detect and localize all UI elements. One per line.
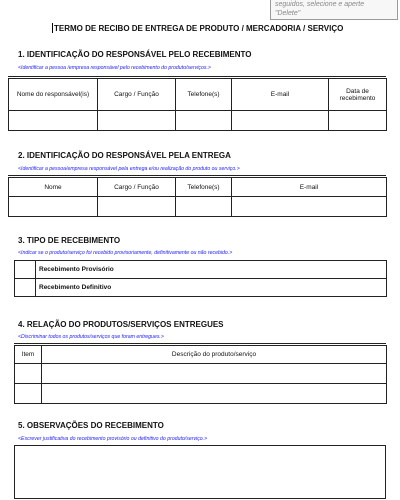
table-header-row (15, 346, 387, 364)
col-header-phone: Telefone(s) (176, 79, 232, 111)
cell-email[interactable] (232, 111, 329, 131)
comment-tooltip (270, 0, 398, 20)
cell-role[interactable] (98, 197, 176, 217)
receipt-type-table (14, 260, 387, 297)
cell-date[interactable] (329, 111, 387, 131)
definitive-checkbox[interactable] (15, 279, 36, 297)
observations-field[interactable] (14, 445, 386, 499)
cell-item[interactable] (15, 384, 42, 404)
document-title-text: TERMO DE RECIBO DE ENTREGA DE PRODUTO / MERCADORIA / SERVIÇO (54, 24, 344, 33)
col-header-date: Data de recebimento (329, 79, 387, 111)
cell-phone[interactable] (176, 197, 232, 217)
table-header-row (9, 79, 387, 111)
text-cursor (52, 23, 53, 33)
section-2-title: 2. IDENTIFICAÇÃO DO RESPONSÁVEL PELA ENTREGA (18, 151, 231, 160)
provisional-label: Recebimento Provisório (36, 261, 387, 279)
cell-description[interactable] (42, 384, 387, 404)
table-row (15, 384, 387, 404)
section-5-hint: <Escrever justificativa do recebimento provisório ou definitivo do produto/serviço.> (18, 436, 208, 442)
section-3-hint: <Indicar se o produto/serviço foi recebido provisoriamente, definitivamente ou não recebido.> (18, 250, 233, 256)
section-3-title: 3. TIPO DE RECEBIMENTO (18, 236, 121, 245)
tooltip-line-1: seguidos, selecione e aperte (275, 1, 365, 8)
table-header-row (9, 178, 387, 197)
section-2-hint: <Identificar a pessoa/empresa responsável pela entrega e/ou realização do produto ou serviço.> (18, 166, 240, 172)
items-table (14, 345, 387, 404)
cell-role[interactable] (98, 111, 176, 131)
col-header-name: Nome do responsável(is) (9, 79, 98, 111)
cell-name[interactable] (9, 197, 98, 217)
col-header-description: Descrição do produto/serviço (42, 346, 387, 364)
section-4-hint: <Discriminar todos os produtos/serviços que foram entregues.> (18, 334, 164, 340)
cell-name[interactable] (9, 111, 98, 131)
list-item (15, 261, 387, 279)
section-2-rule (8, 175, 386, 176)
col-header-item: Item (15, 346, 42, 364)
provisional-checkbox[interactable] (15, 261, 36, 279)
definitive-label: Recebimento Definitivo (36, 279, 387, 297)
col-header-role: Cargo / Função (98, 178, 176, 197)
col-header-phone: Telefone(s) (176, 178, 232, 197)
col-header-email: E-mail (232, 178, 387, 197)
table-row (9, 111, 387, 131)
cell-phone[interactable] (176, 111, 232, 131)
cell-email[interactable] (232, 197, 387, 217)
cell-description[interactable] (42, 364, 387, 384)
col-header-role: Cargo / Função (98, 79, 176, 111)
document-title[interactable] (52, 23, 352, 33)
cell-item[interactable] (15, 364, 42, 384)
section-5-title: 5. OBSERVAÇÕES DO RECEBIMENTO (18, 421, 164, 430)
deliverer-table (8, 177, 387, 217)
col-header-email: E-mail (232, 79, 329, 111)
col-header-name: Nome (9, 178, 98, 197)
receiver-table (8, 78, 387, 131)
section-1-title: 1. IDENTIFICAÇÃO DO RESPONSÁVEL PELO RECEBIMENTO (18, 50, 252, 59)
list-item (15, 279, 387, 297)
section-1-rule (8, 76, 386, 77)
table-row (15, 364, 387, 384)
section-4-title: 4. RELAÇÃO DO PRODUTOS/SERVIÇOS ENTREGUES (18, 320, 224, 329)
table-row (9, 197, 387, 217)
section-4-rule (14, 343, 386, 344)
tooltip-line-2: "Delete" (275, 10, 301, 17)
section-1-hint: <Identificar a pessoa /empresa responsável pelo recebimento do produto/serviços.> (18, 65, 211, 71)
